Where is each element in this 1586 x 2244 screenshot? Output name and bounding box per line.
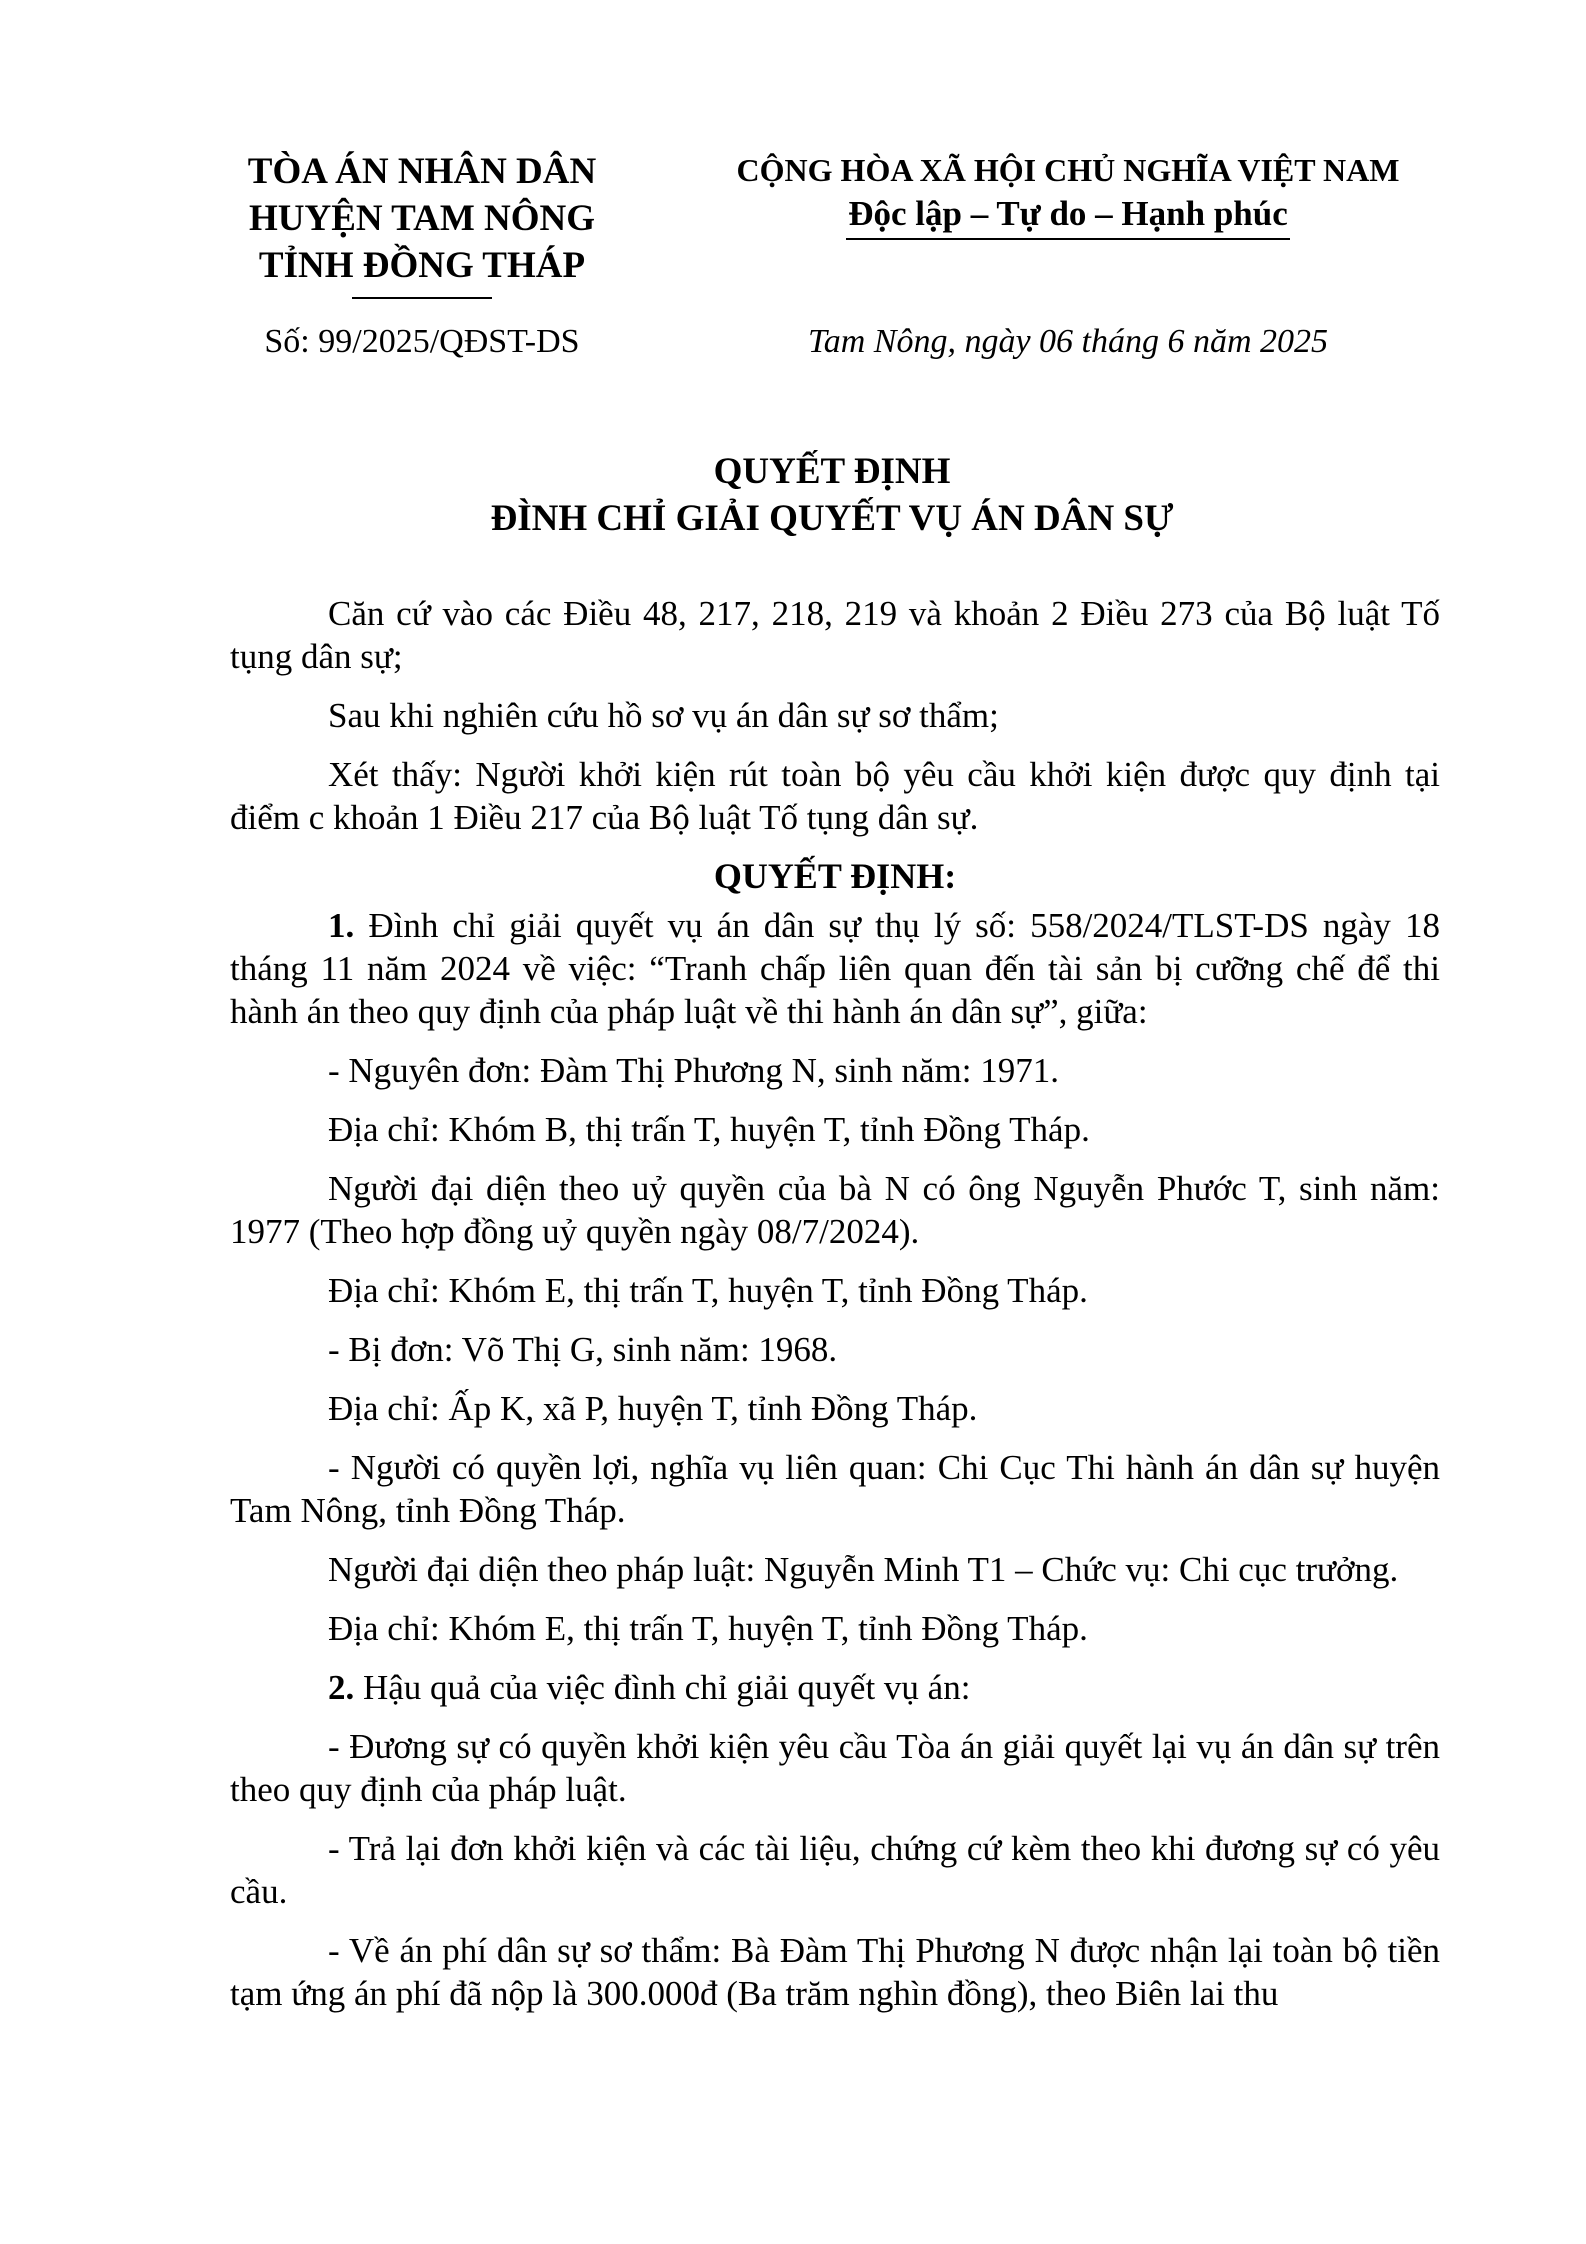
preamble-paragraph: Sau khi nghiên cứu hồ sơ vụ án dân sự sơ thẩm; xyxy=(328,696,999,735)
document-body xyxy=(230,592,1440,2031)
court-header-divider xyxy=(352,297,492,299)
court-name-line: TÒA ÁN NHÂN DÂN xyxy=(247,151,597,192)
title-line-1: QUYẾT ĐỊNH xyxy=(713,451,951,492)
party-paragraph: Người đại diện theo pháp luật: Nguyễn Minh T1 – Chức vụ: Chi cục trưởng. xyxy=(328,1550,1399,1589)
party-paragraph: Người đại diện theo uỷ quyền của bà N có ông Nguyễn Phước T, sinh năm: 1977 (Theo hợp đồng uỷ quyền ngày 08/7/2024). xyxy=(230,1169,1440,1251)
party-paragraph: Địa chỉ: Khóm E, thị trấn T, huyện T, tỉnh Đồng Tháp. xyxy=(328,1609,1088,1648)
nation-name: CỘNG HÒA XÃ HỘI CHỦ NGHĨA VIỆT NAM xyxy=(736,152,1400,188)
party-paragraph: - Bị đơn: Võ Thị G, sinh năm: 1968. xyxy=(328,1330,838,1369)
court-header xyxy=(222,148,622,299)
party-paragraph: Địa chỉ: Ấp K, xã P, huyện T, tỉnh Đồng Tháp. xyxy=(328,1389,978,1428)
place-and-date: Tam Nông, ngày 06 tháng 6 năm 2025 xyxy=(807,323,1329,360)
party-paragraph: - Người có quyền lợi, nghĩa vụ liên quan: Chi Cục Thi hành án dân sự huyện Tam Nông, tỉnh Đồng Tháp. xyxy=(230,1448,1440,1530)
party-paragraph: - Nguyên đơn: Đàm Thị Phương N, sinh năm: 1971. xyxy=(328,1051,1060,1090)
consequence-paragraph: - Đương sự có quyền khởi kiện yêu cầu Tòa án giải quyết lại vụ án dân sự trên theo quy định của pháp luật. xyxy=(230,1727,1440,1809)
national-motto: Độc lập – Tự do – Hạnh phúc xyxy=(846,192,1290,240)
item-number: 2. xyxy=(328,1668,355,1707)
decision-item-1 xyxy=(230,904,1440,1033)
decision-heading: QUYẾT ĐỊNH: xyxy=(713,856,957,896)
item-text: Hậu quả của việc đình chỉ giải quyết vụ án: xyxy=(354,1668,971,1707)
party-paragraph: Địa chỉ: Khóm E, thị trấn T, huyện T, tỉnh Đồng Tháp. xyxy=(328,1271,1088,1310)
item-text: Đình chỉ giải quyết vụ án dân sự thụ lý số: 558/2024/TLST-DS ngày 18 tháng 11 năm 2024 về việc: “Tranh chấp liên quan đến tài sản bị cưỡng chế để thi hành án theo quy định của pháp luật về thi hành án dân sự”, giữa: xyxy=(230,906,1440,1031)
national-header xyxy=(728,148,1408,240)
document-number: Số: 99/2025/QĐST-DS xyxy=(264,323,580,360)
title-line-2: ĐÌNH CHỈ GIẢI QUYẾT VỤ ÁN DÂN SỰ xyxy=(490,498,1174,539)
document-title xyxy=(222,448,1442,542)
item-number: 1. xyxy=(328,906,355,945)
preamble-paragraph: Căn cứ vào các Điều 48, 217, 218, 219 và khoản 2 Điều 273 của Bộ luật Tố tụng dân sự; xyxy=(230,594,1440,676)
preamble-paragraph: Xét thấy: Người khởi kiện rút toàn bộ yêu cầu khởi kiện được quy định tại điểm c khoản 1 Điều 217 của Bộ luật Tố tụng dân sự. xyxy=(230,755,1440,837)
decision-item-2 xyxy=(230,1666,1440,1709)
party-paragraph: Địa chỉ: Khóm B, thị trấn T, huyện T, tỉnh Đồng Tháp. xyxy=(328,1110,1090,1149)
consequence-paragraph: - Về án phí dân sự sơ thẩm: Bà Đàm Thị Phương N được nhận lại toàn bộ tiền tạm ứng án phí đã nộp là 300.000đ (Ba trăm nghìn đồng), theo Biên lai thu xyxy=(230,1931,1440,2013)
court-province-line: TỈNH ĐỒNG THÁP xyxy=(258,245,586,286)
consequence-paragraph: - Trả lại đơn khởi kiện và các tài liệu, chứng cứ kèm theo khi đương sự có yêu cầu. xyxy=(230,1829,1440,1911)
court-district-line: HUYỆN TAM NÔNG xyxy=(248,198,596,239)
